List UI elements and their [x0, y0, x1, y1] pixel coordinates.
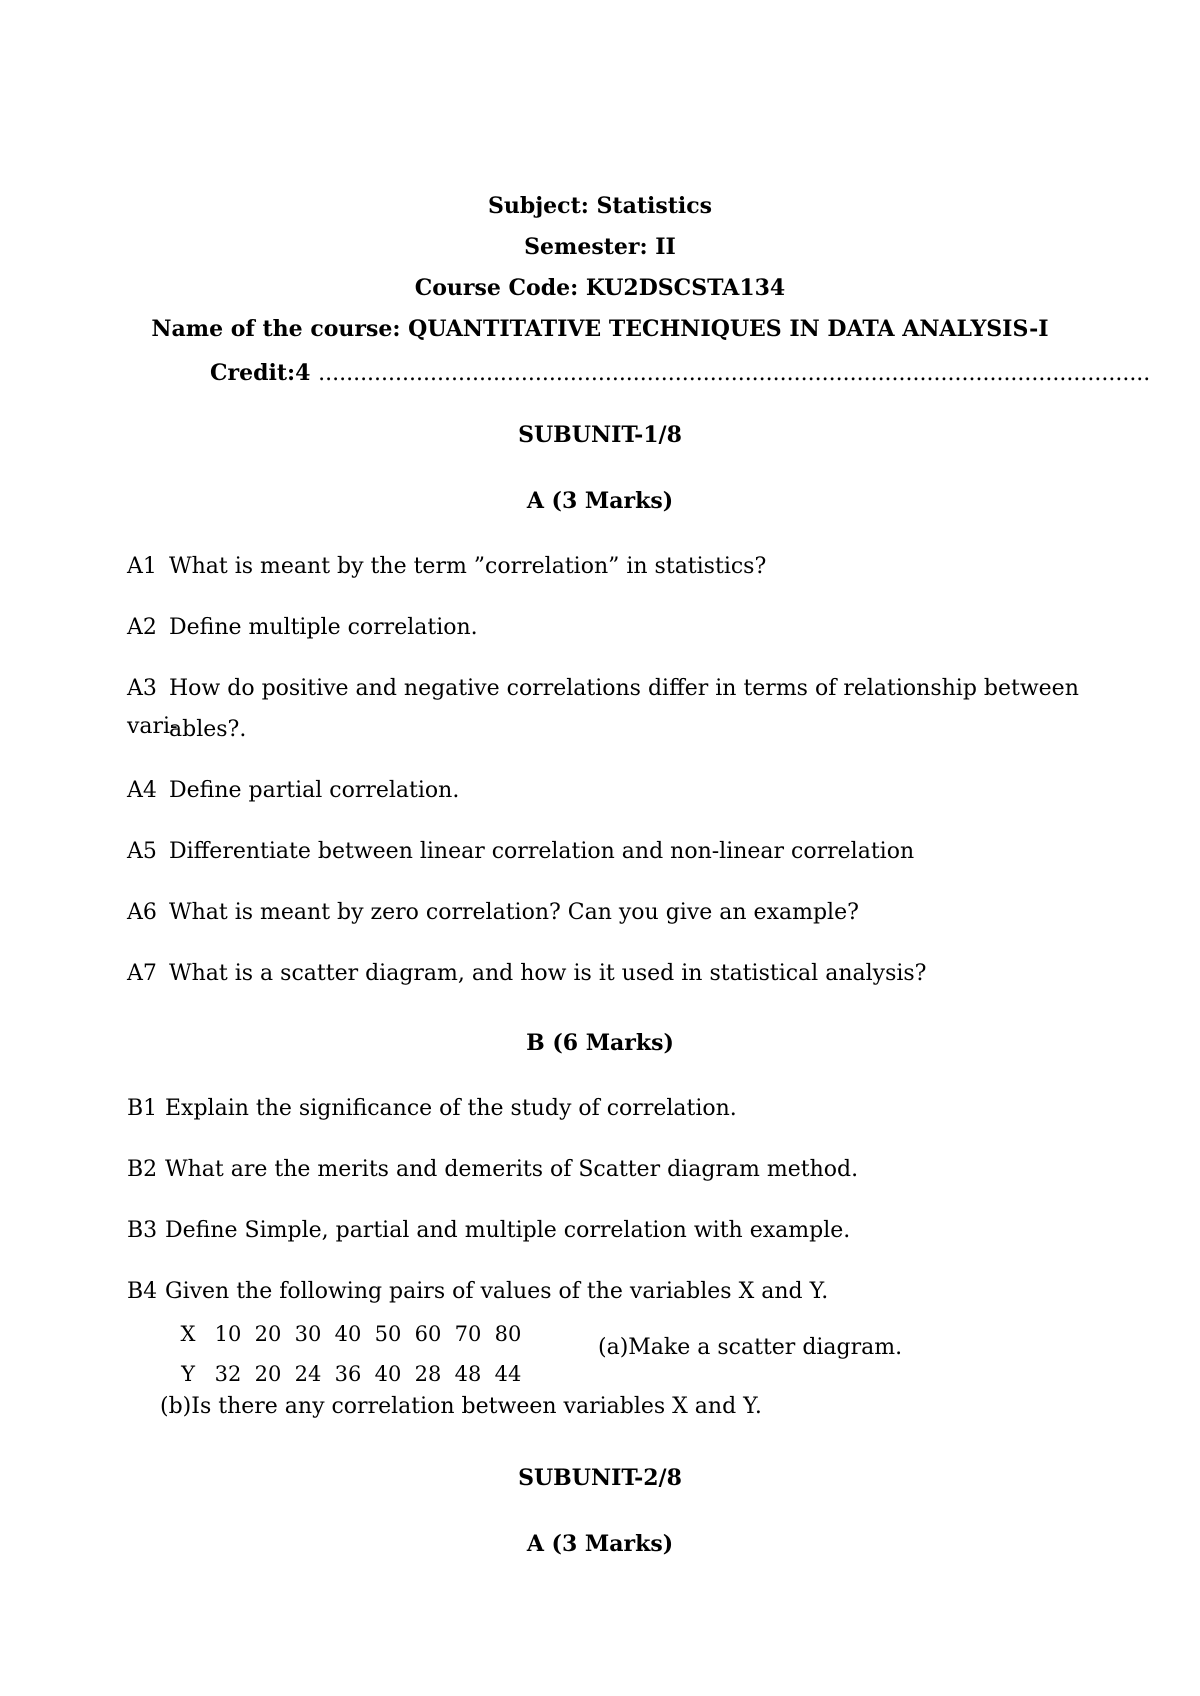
- question-a3-continuation: ables?.: [169, 717, 247, 742]
- table-cell: 20: [254, 1362, 282, 1386]
- subunit-2-section-a-title: A (3 Marks): [526, 1531, 674, 1557]
- question-number: A2: [127, 615, 157, 640]
- table-cell-x-label: X: [180, 1322, 196, 1346]
- question-number: A7: [127, 961, 157, 986]
- table-cell-y-label: Y: [181, 1362, 195, 1386]
- question-number: A1: [127, 554, 157, 579]
- table-row-x: [168, 1314, 528, 1354]
- table-cell: 28: [414, 1362, 442, 1386]
- table-cell: 40: [334, 1322, 362, 1346]
- credit-label: Credit:4: [210, 360, 311, 386]
- subunit-1-title: SUBUNIT-1/8: [518, 422, 682, 448]
- table-cell: 70: [454, 1322, 482, 1346]
- question-a6: [127, 894, 1102, 932]
- table-cell: 48: [454, 1362, 482, 1386]
- table-cell: 32: [214, 1362, 242, 1386]
- table-cell: 44: [494, 1362, 522, 1386]
- semester-line: Semester: II: [524, 234, 676, 260]
- table-cell: 24: [294, 1362, 322, 1386]
- question-b1: [127, 1090, 1102, 1128]
- question-text: What is meant by the term ”correlation” in statistics?: [169, 554, 767, 579]
- question-text: What is a scatter diagram, and how is it used in statistical analysis?: [169, 961, 927, 986]
- section-b-title: B (6 Marks): [526, 1030, 674, 1056]
- question-b4-part-a: (a)Make a scatter diagram.: [598, 1335, 903, 1360]
- question-number: A6: [127, 900, 157, 925]
- question-number: B3: [127, 1218, 158, 1243]
- question-a4: [127, 772, 1102, 810]
- table-cell: 20: [254, 1322, 282, 1346]
- question-number: B4: [127, 1279, 158, 1304]
- subunit-2-title: SUBUNIT-2/8: [518, 1465, 682, 1491]
- question-a1: [127, 548, 1102, 586]
- question-text: Define partial correlation.: [169, 778, 460, 803]
- section-a-title: A (3 Marks): [526, 488, 674, 514]
- question-a7: [127, 955, 1102, 993]
- question-number: A4: [127, 778, 157, 803]
- table-cell: 40: [374, 1362, 402, 1386]
- question-b3: [127, 1212, 1102, 1250]
- question-b4-part-b: (b)Is there any correlation between variables X and Y.: [160, 1394, 762, 1419]
- question-b4: [127, 1273, 1102, 1311]
- table-cell: 36: [334, 1362, 362, 1386]
- question-text: Define multiple correlation.: [169, 615, 478, 640]
- question-text: How do positive and negative correlations differ in terms of relationship between vari-: [127, 676, 1079, 739]
- question-number: B2: [127, 1157, 158, 1182]
- table-row-y: [168, 1354, 528, 1394]
- subject-line: Subject: Statistics: [487, 193, 713, 219]
- table-cell: 60: [414, 1322, 442, 1346]
- xy-data-table: [168, 1314, 528, 1394]
- credit-line: [210, 360, 1150, 386]
- question-number: A3: [127, 676, 157, 701]
- question-text: Explain the significance of the study of correlation.: [165, 1096, 737, 1121]
- question-text: Given the following pairs of values of the variables X and Y.: [165, 1279, 829, 1304]
- credit-dots: .......................................................................................................................: [318, 361, 1151, 386]
- question-a2: [127, 609, 1102, 647]
- question-a5: [127, 833, 1102, 871]
- table-cell: 80: [494, 1322, 522, 1346]
- question-text: Define Simple, partial and multiple correlation with example.: [165, 1218, 851, 1243]
- question-text: Differentiate between linear correlation and non-linear correlation: [169, 839, 915, 864]
- question-a3: [127, 670, 1102, 746]
- table-cell: 30: [294, 1322, 322, 1346]
- course-name-line: Name of the course: QUANTITATIVE TECHNIQUES IN DATA ANALYSIS-I: [151, 316, 1049, 342]
- question-number: B1: [127, 1096, 158, 1121]
- question-text: What is meant by zero correlation? Can you give an example?: [169, 900, 859, 925]
- course-code-line: Course Code: KU2DSCSTA134: [414, 275, 786, 301]
- table-cell: 10: [214, 1322, 242, 1346]
- table-cell: 50: [374, 1322, 402, 1346]
- question-b2: [127, 1151, 1102, 1189]
- question-number: A5: [127, 839, 157, 864]
- question-text: What are the merits and demerits of Scatter diagram method.: [165, 1157, 859, 1182]
